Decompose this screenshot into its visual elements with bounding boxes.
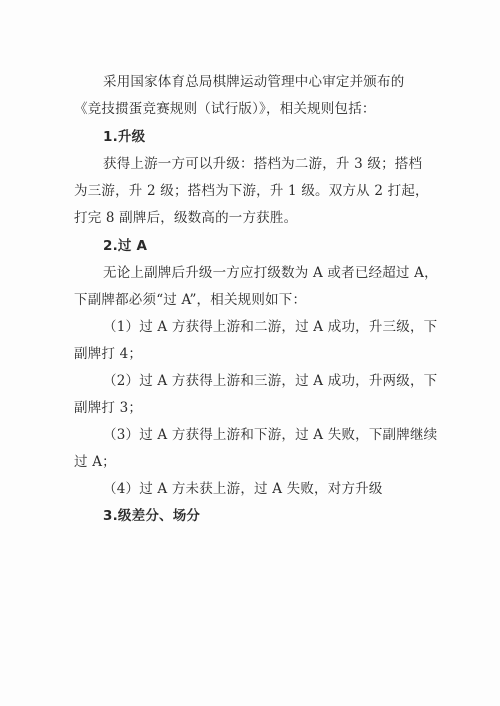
section-heading-pass-a: 2.过 A [103, 238, 148, 254]
section-heading-score: 3.级差分、场分 [103, 508, 201, 524]
rule-4-line-1: （4）过 A 方未获上游，过 A 失败，对方升级 [103, 481, 383, 497]
pass-a-line-2: 下副牌都必须“过 A”，相关规则如下： [74, 292, 307, 308]
pass-a-line-1: 无论上副牌后升级一方应打级数为 A 或者已经超过 A， [103, 265, 438, 281]
rule-3-line-1: （3）过 A 方获得上游和下游，过 A 失败，下副牌继续 [103, 427, 438, 443]
section-heading-upgrade: 1.升级 [103, 129, 146, 145]
upgrade-line-2: 为三游，升 2 级；搭档为下游，升 1 级。双方从 2 打起， [74, 183, 429, 199]
rule-2-line-2: 副牌打 3； [74, 400, 143, 416]
rule-2-line-1: （2）过 A 方获得上游和三游，过 A 成功，升两级，下 [103, 373, 438, 389]
rule-1-line-1: （1）过 A 方获得上游和二游，过 A 成功，升三级，下 [103, 319, 438, 335]
intro-line-1: 采用国家体育总局棋牌运动管理中心审定并颁布的 [103, 74, 405, 90]
rule-1-line-2: 副牌打 4； [74, 346, 143, 362]
upgrade-line-1: 获得上游一方可以升级：搭档为二游，升 3 级；搭档 [103, 156, 423, 172]
intro-line-2: 《竞技掼蛋竞赛规则（试行版）》，相关规则包括： [74, 101, 376, 117]
rule-3-line-2: 过 A； [74, 454, 116, 470]
upgrade-line-3: 打完 8 副牌后，级数高的一方获胜。 [74, 210, 298, 226]
